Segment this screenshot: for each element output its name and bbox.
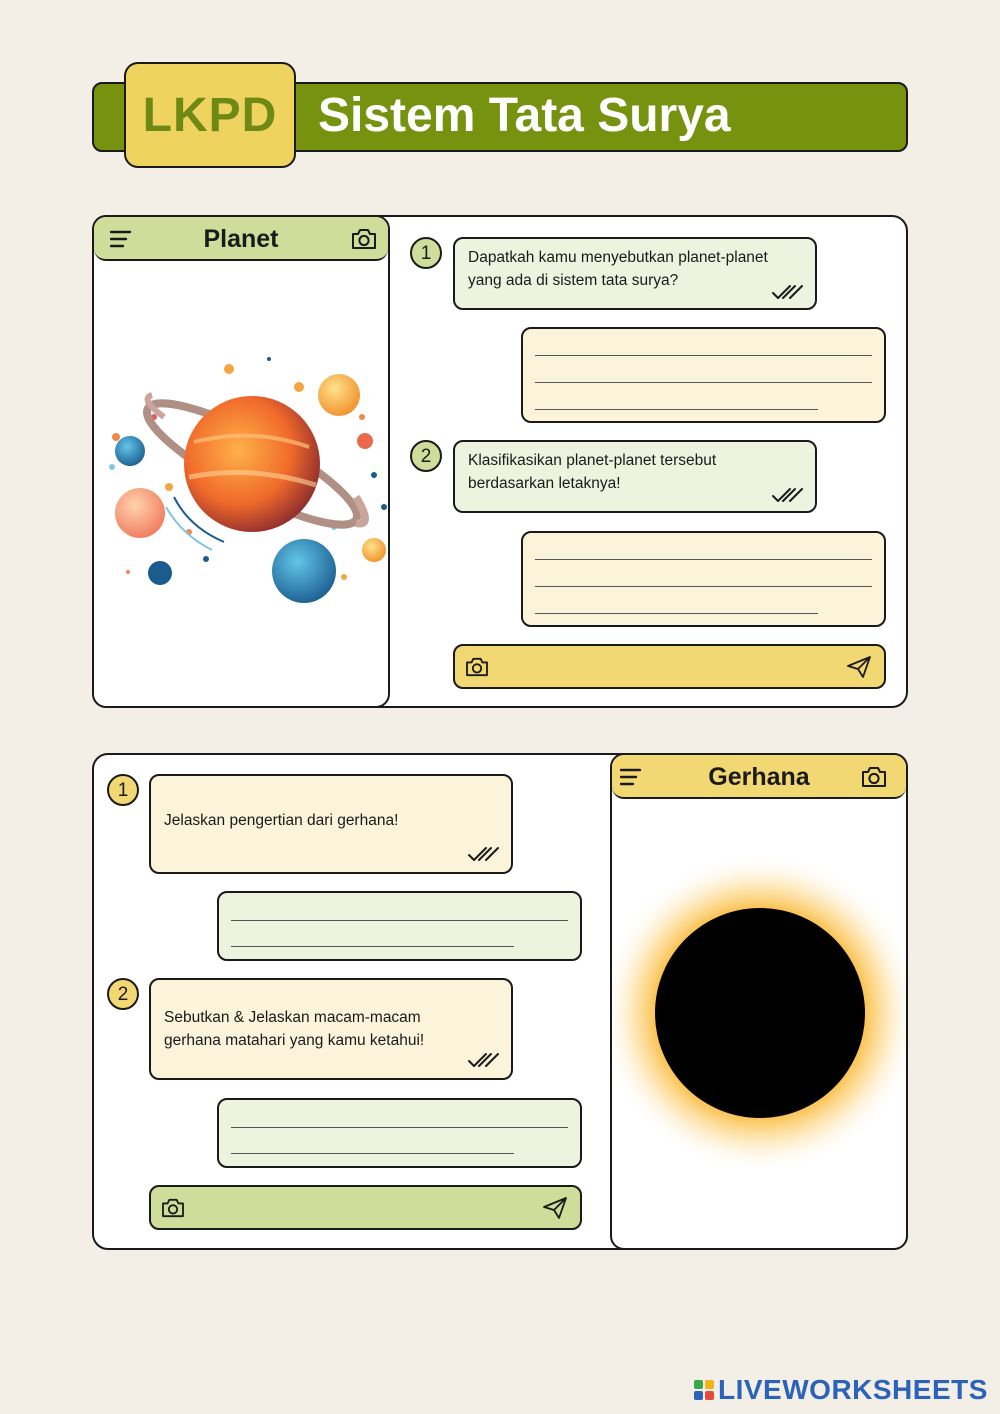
- question-text: Dapatkah kamu menyebutkan planet-planet yang ada di sistem tata surya?: [468, 249, 768, 289]
- liveworksheets-logo[interactable]: [694, 1374, 988, 1406]
- double-check-icon: [467, 1052, 499, 1068]
- camera-icon[interactable]: [161, 1198, 185, 1218]
- send-icon[interactable]: [846, 655, 872, 679]
- question-bubble: [453, 440, 817, 513]
- eclipse-illustration: [612, 855, 908, 1171]
- double-check-icon: [467, 846, 499, 862]
- question-bubble: [149, 774, 513, 874]
- question-text: Sebutkan & Jelaskan macam-macam gerhana matahari yang kamu ketahui!: [164, 1009, 425, 1049]
- gerhana-phone-header: [612, 755, 906, 799]
- logo-mark-icon: [694, 1380, 714, 1400]
- camera-icon[interactable]: [465, 657, 489, 677]
- planet-phone-title: Planet: [203, 225, 279, 253]
- question-number: 2: [410, 440, 442, 472]
- page-title: Sistem Tata Surya: [318, 89, 731, 142]
- answer-box[interactable]: [521, 531, 886, 627]
- lkpd-badge: [124, 62, 296, 168]
- camera-icon[interactable]: [351, 228, 377, 250]
- question-number: 1: [410, 237, 442, 269]
- badge-label: LKPD: [142, 88, 278, 142]
- question-number: 2: [107, 978, 139, 1010]
- question-bubble: [149, 978, 513, 1080]
- planet-illustration: [94, 347, 390, 617]
- answer-box[interactable]: [217, 1098, 582, 1168]
- gerhana-phone-title: Gerhana: [708, 763, 810, 791]
- message-input-bar[interactable]: [149, 1185, 582, 1230]
- double-check-icon: [771, 487, 803, 503]
- send-icon[interactable]: [542, 1196, 568, 1220]
- question-text: Jelaskan pengertian dari gerhana!: [164, 812, 399, 829]
- question-bubble: [453, 237, 817, 310]
- double-check-icon: [771, 284, 803, 300]
- question-number: 1: [107, 774, 139, 806]
- answer-box[interactable]: [521, 327, 886, 423]
- camera-icon[interactable]: [861, 766, 887, 788]
- question-text: Klasifikasikan planet-planet tersebut berdasarkan letaknya!: [468, 452, 717, 492]
- logo-wordmark: LIVEWORKSHEETS: [718, 1374, 988, 1405]
- planet-phone-header: [94, 217, 388, 261]
- gerhana-phone: [610, 753, 908, 1250]
- planet-phone: [92, 215, 390, 708]
- message-input-bar[interactable]: [453, 644, 886, 689]
- answer-box[interactable]: [217, 891, 582, 961]
